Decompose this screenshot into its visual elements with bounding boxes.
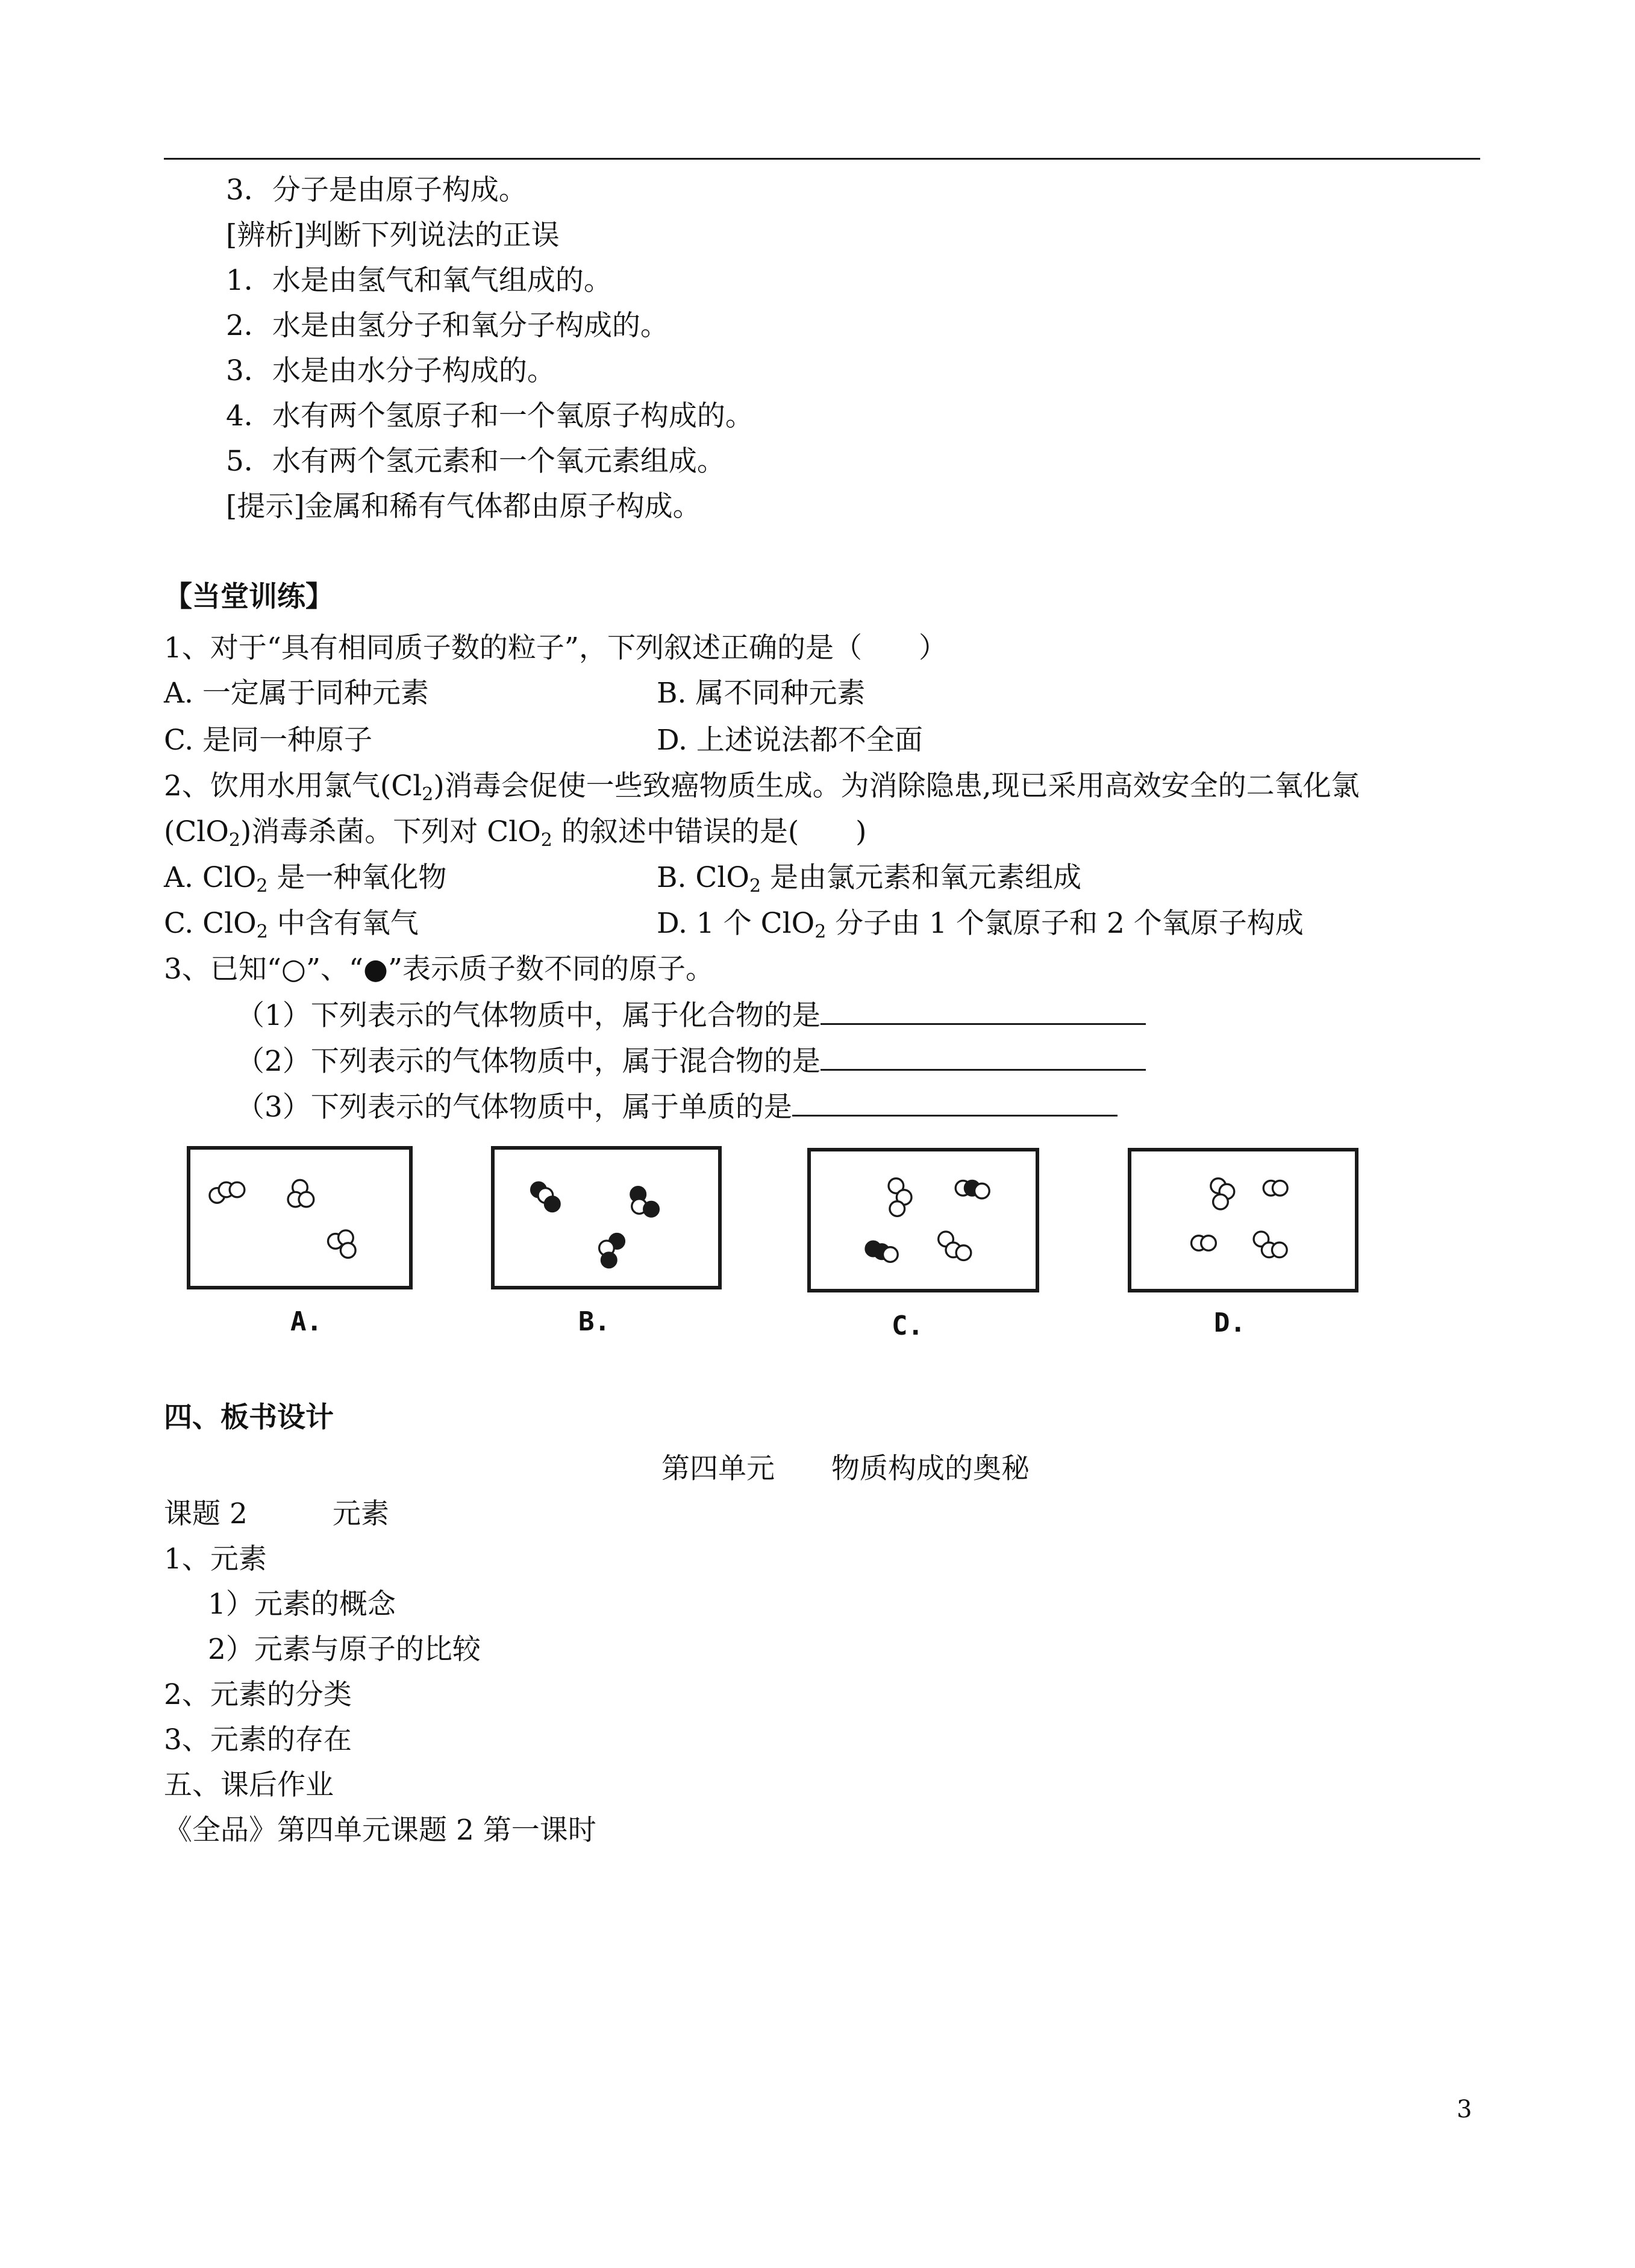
- q2-option-d: D. 1 个 ClO$_2$ 分子由 1 个氯原子和 2 个氧原子构成: [657, 907, 1304, 942]
- diagram-label-b: B.: [578, 1306, 610, 1337]
- q1-option-c: C. 是同一种原子: [164, 724, 373, 757]
- board-item-1: 1、元素: [164, 1543, 267, 1576]
- q3-answer-blank-3[interactable]: [792, 1087, 1118, 1117]
- q3-answer-blank-1[interactable]: [821, 995, 1146, 1025]
- board-item-1-2: 2）元素与原子的比较: [208, 1633, 481, 1666]
- diagram-label-d: D.: [1214, 1308, 1246, 1338]
- header-rule: [164, 158, 1480, 160]
- diagram-c-molecules: [811, 1151, 1036, 1289]
- diagram-box-b: [491, 1146, 722, 1289]
- q3-sub1: （1）下列表示的气体物质中，属于化合物的是: [236, 995, 1146, 1036]
- diagram-b-molecules: [495, 1150, 718, 1286]
- intro-item: 3．分子是由原子构成。: [226, 174, 527, 207]
- q1-stem: 1、对于“具有相同质子数的粒子”，下列叙述正确的是（ ）: [164, 631, 947, 665]
- board-heading: 四、板书设计: [164, 1401, 334, 1434]
- discrimination-item-3: 3．水是由水分子构成的。: [226, 354, 555, 387]
- lesson-title: 课题 2 元素: [164, 1497, 389, 1530]
- discrimination-item-1: 1．水是由氢气和氧气组成的。: [226, 264, 612, 297]
- q2-stem-line1: 2、饮用水用氯气$(Cl_2)$消毒会促使一些致癌物质生成。为消除隐患,现已采用高效安全的二氧化氯: [164, 769, 1360, 805]
- board-item-3: 3、元素的存在: [164, 1723, 352, 1756]
- board-item-1-1: 1）元素的概念: [208, 1588, 396, 1621]
- q1-option-d: D. 上述说法都不全面: [657, 724, 923, 757]
- unit-title: 第四单元 物质构成的奥秘: [661, 1452, 1030, 1485]
- diagram-box-d: [1128, 1148, 1358, 1292]
- hint: [提示]金属和稀有气体都由原子构成。: [226, 490, 701, 523]
- diagram-box-a: [187, 1146, 413, 1289]
- homework-text: 《全品》第四单元课题 2 第一课时: [164, 1814, 596, 1847]
- discrimination-item-4: 4．水有两个氢原子和一个氧原子构成的。: [226, 399, 754, 433]
- diagram-label-c: C.: [892, 1311, 924, 1341]
- q2-stem-line2: (ClO$_2$)消毒杀菌。下列对 ClO$_2$ 的叙述中错误的是( ): [164, 815, 867, 851]
- diagram-a-molecules: [190, 1150, 409, 1286]
- q2-option-b: B. ClO$_2$ 是由氯元素和氧元素组成: [657, 861, 1081, 897]
- board-item-2: 2、元素的分类: [164, 1678, 352, 1711]
- homework-heading: 五、课后作业: [164, 1768, 334, 1802]
- q3-sub2: （2）下列表示的气体物质中，属于混合物的是: [236, 1041, 1146, 1082]
- q3-answer-blank-2[interactable]: [821, 1041, 1146, 1071]
- q2-option-a: A. ClO$_2$ 是一种氧化物: [164, 861, 447, 897]
- diagram-box-c: [807, 1148, 1039, 1292]
- q1-option-b: B. 属不同种元素: [657, 677, 866, 710]
- discrimination-heading: [辨析]判断下列说法的正误: [226, 219, 560, 252]
- diagram-label-a: A.: [290, 1306, 322, 1337]
- practice-heading: 【当堂训练】: [164, 580, 334, 613]
- page-number: 3: [1457, 2096, 1472, 2123]
- diagram-d-molecules: [1131, 1151, 1355, 1289]
- discrimination-item-2: 2．水是由氢分子和氧分子构成的。: [226, 309, 669, 342]
- q1-option-a: A. 一定属于同种元素: [164, 677, 429, 710]
- discrimination-item-5: 5．水有两个氢元素和一个氧元素组成。: [226, 445, 725, 478]
- q3-stem: 3、已知“○”、“●”表示质子数不同的原子。: [164, 953, 714, 986]
- q3-sub3: （3）下列表示的气体物质中，属于单质的是: [236, 1087, 1118, 1127]
- q2-option-c: C. ClO$_2$ 中含有氧气: [164, 907, 419, 942]
